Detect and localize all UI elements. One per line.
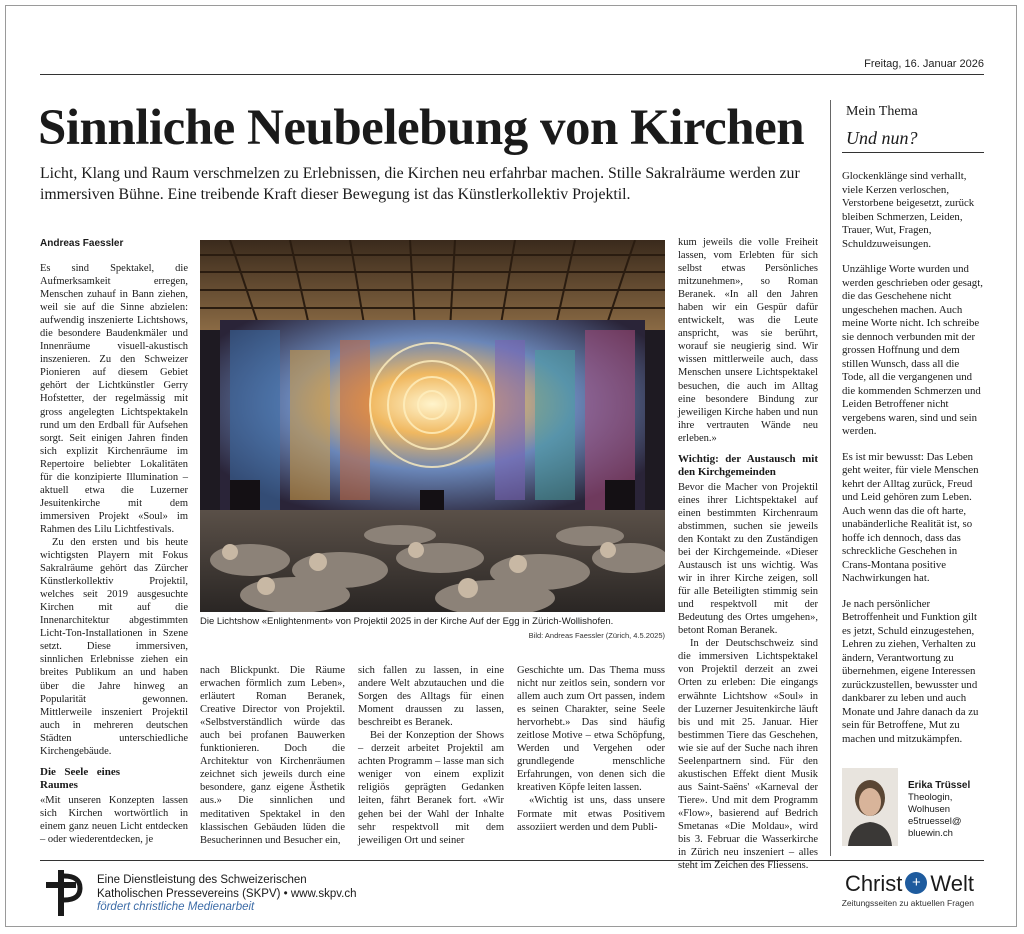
- author-byline: Andreas Faessler: [40, 238, 124, 249]
- sidebar-kicker: Mein Thema: [846, 104, 918, 119]
- bio-role: Theologin,: [908, 792, 953, 803]
- paragraph: Geschichte um. Das Thema muss nicht nur zeitlos sein, sondern vor allem auch zum Ort passen, indem es seinen Charakter, seine Seele hervorhebt.» Das sind häufig zeitlose Motive – etwa Schöpfung, Werden und Vergehen oder grundlegende menschliche Erfahrungen, von denen sich die kreativen Köpfe leiten lassen.: [517, 665, 665, 794]
- brand-right: Welt: [930, 871, 974, 896]
- photo-credit: Bild: Andreas Faessler (Zürich, 4.5.2025): [528, 631, 665, 640]
- cross-logo-icon: [40, 868, 86, 918]
- article-column-2: [200, 664, 345, 847]
- footer-line: Eine Dienstleistung des Schweizerischen: [97, 874, 307, 886]
- bio-name: Erika Trüssel: [908, 780, 971, 791]
- publication-date: Freitag, 16. Januar 2026: [864, 58, 984, 70]
- paragraph: Zu den ersten und bis heute wichtigsten Playern mit Fokus Sakralräume gehört das Zürcher Künstlerkollektiv Projektil, welches seit 2019 ausgesuchte Kirchen mit auf die Innenarchitektur abgestimmten Licht-Ton-Installationen in Szene setzt. Diese immersiven, sinnlichen Erlebnisse ziehen ein breites Publikum an und haben über die Jahre hinweg an Popularität gewonnen. Mittlerweile inszeniert Projektil auch in mehreren deutschen Städten unterschiedliche Kirchengebäude.: [40, 536, 188, 757]
- brand-left: Christ: [844, 871, 903, 896]
- article-column-1: [40, 262, 188, 846]
- christ-welt-logo: [845, 872, 974, 896]
- column-divider: [830, 100, 831, 856]
- paragraph: Es ist mir bewusst: Das Leben geht weiter, für viele Menschen kehrt der Alltag zurück, Freud und Leid gehören zum Leben. Auch wenn das die oft harte, unabänderliche Realität ist, so hoffe ich dennoch, dass das schreckliche Geschehen in Crans-Montana positive Nachwirkungen hat.: [842, 450, 979, 584]
- footer-line[interactable]: Katholischen Pressevereins (SKPV) • www.skpv.ch: [97, 887, 357, 900]
- article-column-3: [358, 664, 504, 847]
- sidebar-rule: [842, 152, 984, 153]
- paragraph: Je nach persönlicher Betroffenheit und Funktion gilt es jetzt, Schuld einzugestehen, Lehren zu ziehen, Verhalten zu ändern, Verantwortung zu übernehmen, eigene Interessen zurückzustellen, bewusster und dankbarer zu leben und auch Monate und Jahre danach da zu sein für Betroffene, Mut zu machen und mitzukämpfen.: [842, 597, 979, 745]
- sidebar-column: [842, 170, 984, 758]
- skpv-logo: [40, 868, 86, 918]
- paragraph: kum jeweils die volle Freiheit lassen, vom Erlebten für sich selbst etwas Persönliches mitzunehmen», so Roman Beranek. «In all den Jahren haben wir ein Gespür dafür entwickelt, was die Leute anspricht, was sie berührt, worauf sie neugierig sind. Wir wissen mittlerweile auch, dass Menschen unsere Lichtspektakel besuchen, die auch im Alltag eine besondere Bindung zur jeweiligen Kirche haben und nun ihre vertrauten Wände neu erleben.»: [678, 237, 818, 444]
- subheading: Wichtig: der Austausch mit den Kirchgemeinden: [678, 452, 818, 478]
- subheading: Die Seele eines Raumes: [40, 765, 120, 791]
- footer-tagline: fördert christliche Medienarbeit: [97, 901, 255, 913]
- author-portrait: [842, 768, 898, 846]
- photo-caption: Die Lichtshow «Enlightenment» von Projektil 2025 in der Kirche Auf der Egg in Zürich-Wollishofen.: [200, 616, 614, 627]
- article-column-4: [517, 664, 665, 834]
- portrait-image: [842, 768, 898, 846]
- author-bio: [908, 780, 970, 840]
- headline: Sinnliche Neubelebung von Kirchen: [38, 100, 805, 156]
- top-rule: [40, 74, 984, 75]
- cross-circle-icon: +: [905, 872, 927, 894]
- church-light-show-image: [200, 240, 665, 612]
- paragraph: Unzählige Worte wurden und werden geschrieben oder gesagt, die das Geschehene nicht ungeschehen machen. Auch meine Worte nicht. Ich schreibe sie dennoch verbunden mit der grossen Hoffnung und dem stillen Wunsch, dass all die Tode, all die vergangenen und die kommenden Schmerzen und Leiden Betroffener nicht vergebens waren, sind und sein werden.: [842, 263, 983, 437]
- footer-rule: [40, 860, 984, 861]
- bio-place: Wolhusen: [908, 804, 951, 815]
- bio-email-domain[interactable]: bluewin.ch: [908, 828, 953, 839]
- paragraph: Bei der Konzeption der Shows – derzeit arbeitet Projektil am achten Programm – lasse man sich weniger von einem explizit religiös geprägten Gedanken leiten, fährt Beranek fort. «Wir gehen bei der Wahl der Inhalte sehr respektvoll mit dem jeweiligen Ort und seiner: [358, 730, 504, 846]
- article-column-5: [678, 236, 818, 872]
- article-photo: [200, 240, 665, 612]
- paragraph: nach Blickpunkt. Die Räume erwachen förmlich zum Leben», erläutert Roman Beranek, Creative Director von Projektil. «Selbstverständlich würde das auch bei profanen Bauwerken funktionieren. Doch die Architektur von Kirchenräumen zeichnet sich jeweils durch eine besondere, ganz eigene Ästhetik aus.» Die sinnlichen und meditativen Spektakel in den klassischen Gebäuden lüden die Besucherinnen und Besucher ein,: [200, 665, 345, 846]
- paragraph: In der Deutschschweiz sind die immersiven Lichtspektakel von Projektil derzeit an zwei Orten zu erleben: Die eingangs erwähnte Lichtshow «Soul» in der Luzerner Jesuitenkirche läuft bis und mit 25. Januar. Hier bestimmen Tiere das Geschehen, wie sie auf der Suche nach ihren Seelenpartnern sind. Für den akustischen Effekt dient Musik aus Saint-Saëns' «Karneval der Tiere». Und mit dem Programm «Flow», basierend auf Bedrich Smetanas «Die Moldau», wird bis 3. Februar die Wasserkirche in Zürich neu inszeniert – alles steht im Zeichen des Fliessens.: [678, 638, 818, 872]
- brand-subtitle: Zeitungsseiten zu aktuellen Fragen: [841, 898, 974, 908]
- paragraph: Bevor die Macher von Projektil eines ihrer Lichtspektakel auf einen bestimmten Kirchenraum abstimmen, suchen sie jeweils den Kontakt zu den Zuständigen bei der Kirchgemeinde. «Dieser Austausch ist uns wichtig. Was wir in ihrer Kirche zeigen, soll für alle Beteiligten stimmig sein und respektvoll mit der Bedeutung des Ortes umgehen», betont Roman Beranek.: [678, 481, 818, 637]
- paragraph: Glockenklänge sind verhallt, viele Kerzen verloschen, Verstorbene beigesetzt, zurück bleiben Schmerzen, Leiden, Trauer, Wut, Fragen, Schuldzuweisungen.: [842, 170, 975, 250]
- footer-text: [97, 874, 356, 915]
- paragraph: sich fallen zu lassen, in eine andere Welt abzutauchen und die Sorgen des Alltags für einen Moment draussen zu lassen, beschreibt es Beranek.: [358, 665, 504, 729]
- paragraph: Es sind Spektakel, die Aufmerksamkeit erregen, Menschen zuhauf in Bann ziehen, weil sie auf die Sinne abzielen: aufwendig inszenierte Lichtshows, die besondere Baudenkmäler und Innenräume visuell-akustisch inszenieren. Zu den Schweizer Pionieren auf diesem Gebiet gehört der Lichtkünstler Gerry Hofstetter, der regelmässig mit gross angelegten Lichtspektakeln rund um den Erdball für Aufsehen sorgt. Seit einigen Jahren finden sich explizit Kirchenräume im Repertoire beliebter Lokalitäten für die konzipierte Illumination – aktuell etwa die Luzerner Jesuitenkirche mit dem immersiven Projekt «Soul» im Rahmen des Lilu Lichtfestivals.: [40, 263, 188, 535]
- paragraph: «Wichtig ist uns, dass unsere Formate mit etwas Positivem assoziiert werden und dem Publi-: [517, 795, 665, 833]
- bio-email[interactable]: e5truessel@: [908, 816, 962, 827]
- sidebar-title: Und nun?: [846, 128, 918, 148]
- lead-paragraph: Licht, Klang und Raum verschmelzen zu Erlebnissen, die Kirchen neu erfahrbar machen. Stille Sakralräume werden zur immersiven Bühne. Eine treibende Kraft dieser Bewegung ist das Künstlerkollektiv Projektil.: [40, 165, 800, 203]
- paragraph: «Mit unseren Konzepten lassen sich Kirchen wortwörtlich in einem ganz neuen Licht entdecken – oder wiederentdecken, je: [40, 794, 188, 845]
